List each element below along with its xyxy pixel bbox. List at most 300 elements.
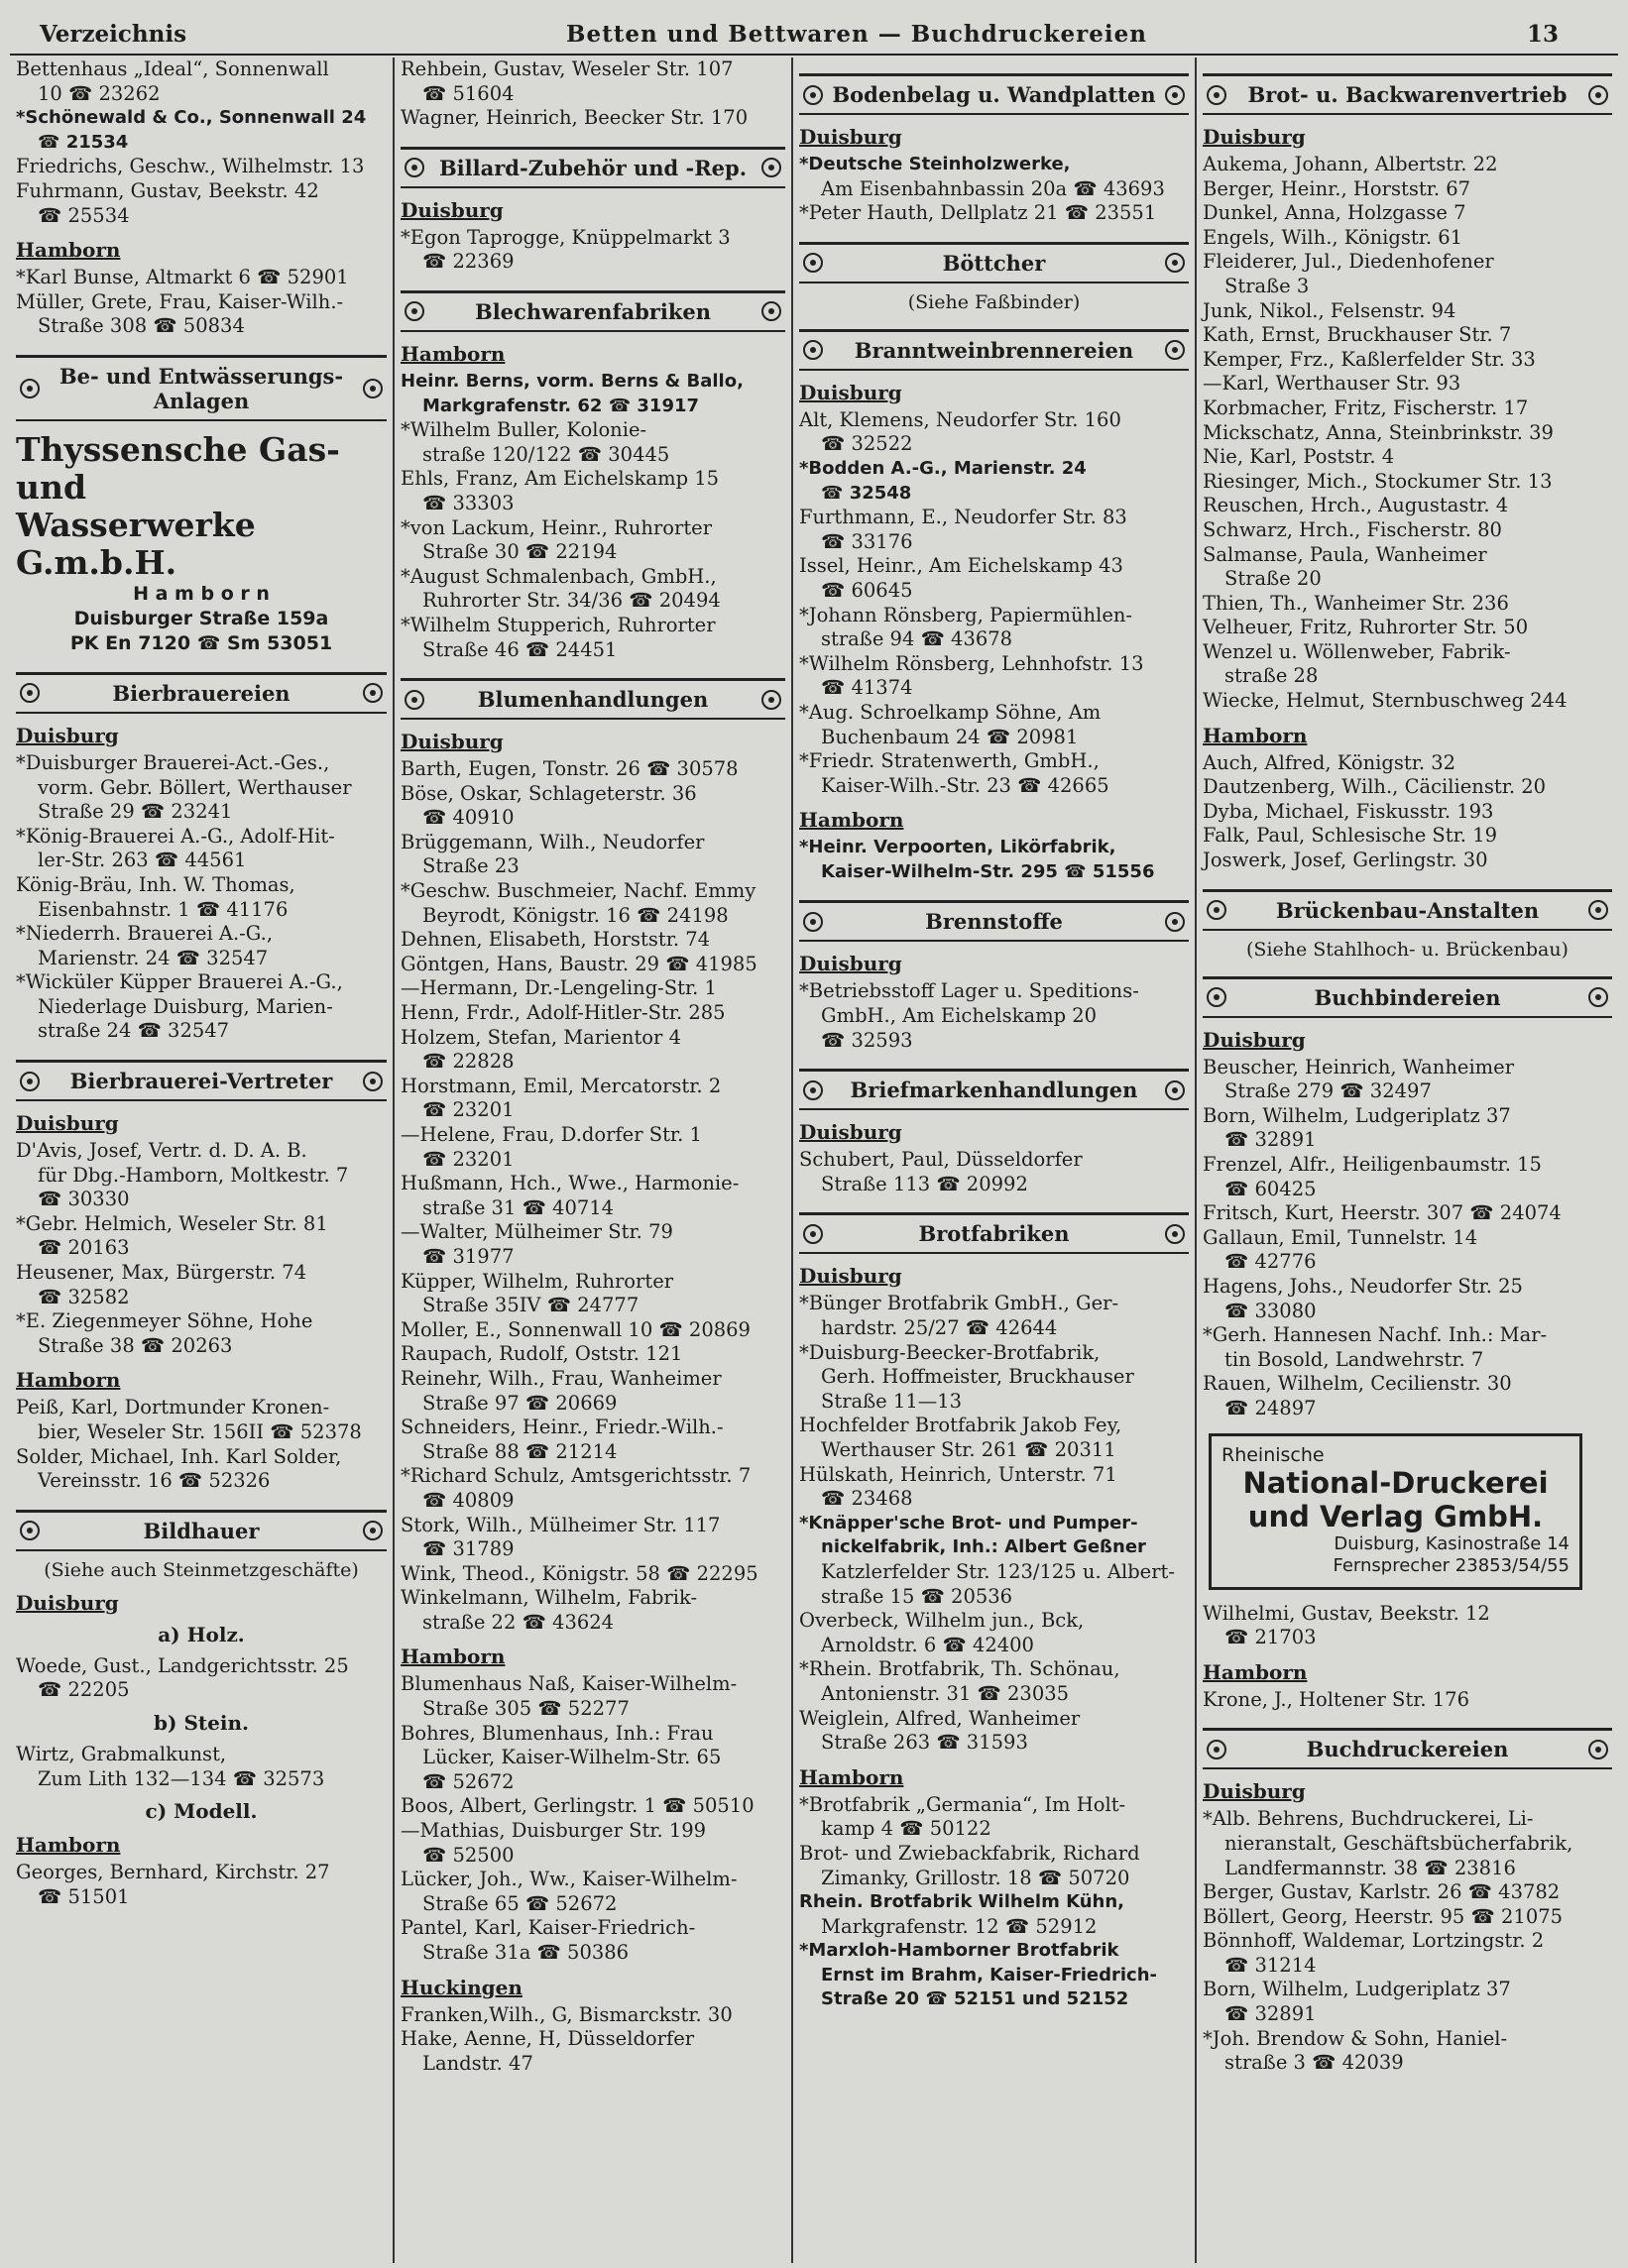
entry-line: *Duisburger Brauerei-Act.-Ges., xyxy=(16,750,330,774)
entry-line: *Karl Bunse, Altmarkt 6 ☎ 52901 xyxy=(16,266,349,289)
section-title-line: Branntweinbrennereien xyxy=(854,337,1134,363)
directory-entry xyxy=(401,976,785,1001)
section-title xyxy=(823,1221,1165,1246)
section-title-line: Buchbindereien xyxy=(1314,984,1501,1010)
entry-line: ☎ 30330 xyxy=(38,1188,130,1211)
bullet-ornament-icon xyxy=(1588,987,1608,1007)
entry-line: Pantel, Karl, Kaiser-Friedrich- xyxy=(401,1916,696,1940)
entry-line: Solder, Michael, Inh. Karl Solder, xyxy=(16,1444,342,1468)
entry-line: Straße 38 ☎ 20263 xyxy=(38,1333,233,1357)
directory-entry xyxy=(1203,689,1612,714)
section-title-line: Briefmarkenhandlungen xyxy=(850,1077,1138,1103)
city-heading: Duisburg xyxy=(401,730,504,754)
entry-line: Alt, Klemens, Neudorfer Str. 160 xyxy=(799,407,1121,431)
entry-line: Schneiders, Heinr., Friedr.-Wilh.- xyxy=(401,1416,724,1439)
entry-line: Antonienstr. 31 ☎ 23035 xyxy=(821,1681,1070,1705)
entry-line: *Gerh. Hannesen Nachf. Inh.: Mar- xyxy=(1203,1323,1548,1347)
entry-line: ☎ 23468 xyxy=(821,1487,913,1511)
entry-line: Gallaun, Emil, Tunnelstr. 14 xyxy=(1203,1225,1478,1249)
directory-entry xyxy=(1203,1275,1612,1323)
directory-entry xyxy=(1203,1201,1612,1226)
entry-line: straße 3 ☎ 42039 xyxy=(1224,2051,1404,2075)
entry-line: Hagens, Johs., Neudorfer Str. 25 xyxy=(1203,1274,1523,1298)
entry-line: Gerh. Hoffmeister, Bruckhauser xyxy=(821,1365,1134,1389)
entry-line: ☎ 32522 xyxy=(821,432,913,456)
directory-entry xyxy=(799,1414,1189,1462)
entry-line: Zimanky, Grillostr. 18 ☎ 50720 xyxy=(821,1866,1130,1889)
section-heading xyxy=(799,73,1189,115)
section-title xyxy=(823,909,1165,934)
directory-entry xyxy=(1203,1978,1612,2026)
entry-line: *Alb. Behrens, Buchdruckerei, Li- xyxy=(1203,1807,1534,1831)
directory-entry xyxy=(401,1916,785,1965)
entry-line: ☎ 22369 xyxy=(422,250,515,274)
directory-entry xyxy=(401,1318,785,1343)
city-heading: Hamborn xyxy=(401,341,506,366)
entry-line: Arnoldstr. 6 ☎ 42400 xyxy=(821,1633,1034,1656)
entry-line: *Wicküler Küpper Brauerei A.-G., xyxy=(16,970,343,994)
section-heading xyxy=(799,900,1189,942)
entry-line: Niederlage Duisburg, Marien- xyxy=(38,994,333,1018)
directory-entry xyxy=(1203,2027,1612,2076)
bullet-ornament-icon xyxy=(803,912,823,932)
bullet-ornament-icon xyxy=(761,158,781,177)
entry-line: Weiglein, Alfred, Wanheimer xyxy=(799,1706,1081,1730)
entry-line: *Brotfabrik „Germania“, Im Holt- xyxy=(799,1792,1126,1816)
directory-entry xyxy=(16,873,387,922)
section-title-line: Brot- u. Backwarenvertrieb xyxy=(1247,82,1568,107)
directory-entry xyxy=(401,1794,785,1819)
entry-line: Wink, Theod., Königstr. 58 ☎ 22295 xyxy=(401,1561,758,1585)
section-title xyxy=(40,1069,363,1093)
entry-line: Wilhelmi, Gustav, Beekstr. 12 xyxy=(1203,1601,1490,1625)
entry-line: hardstr. 25/27 ☎ 42644 xyxy=(821,1316,1058,1340)
entry-line: Straße 46 ☎ 24451 xyxy=(422,637,618,661)
entry-line: ☎ 32891 xyxy=(1224,2002,1317,2026)
bullet-ornament-icon xyxy=(1207,900,1226,920)
entry-line: *von Lackum, Heinr., Ruhrorter xyxy=(401,515,713,539)
entry-line: *Rhein. Brotfabrik, Th. Schönau, xyxy=(799,1657,1120,1681)
entry-line: Peiß, Karl, Dortmunder Kronen- xyxy=(16,1396,330,1419)
entry-line: ☎ 33176 xyxy=(821,529,913,553)
entry-line: ☎ 41374 xyxy=(821,676,913,700)
city-heading: Duisburg xyxy=(799,1264,902,1289)
directory-entry xyxy=(401,614,785,662)
directory-entry xyxy=(1203,592,1612,617)
entry-line: Reuschen, Hrch., Augustastr. 4 xyxy=(1203,494,1509,517)
city-heading: Hamborn xyxy=(1203,723,1308,747)
entry-line: Schubert, Paul, Düsseldorfer xyxy=(799,1148,1083,1172)
bullet-ornament-icon xyxy=(20,1072,40,1091)
entry-line: Fuhrmann, Gustav, Beekstr. 42 xyxy=(16,178,319,202)
entry-line: *E. Ziegenmeyer Söhne, Hohe xyxy=(16,1309,313,1333)
section-title-line: Bodenbelag u. Wandplatten xyxy=(832,82,1156,107)
entry-line: straße 28 xyxy=(1224,664,1319,688)
entry-line: *Bünger Brotfabrik GmbH., Ger- xyxy=(799,1292,1119,1315)
page-header xyxy=(10,14,1618,56)
column-1 xyxy=(10,57,395,2263)
entry-line: Winkelmann, Wilhelm, Fabrik- xyxy=(401,1586,698,1610)
directory-entry xyxy=(401,1562,785,1587)
section-heading xyxy=(401,290,785,332)
bullet-ornament-icon xyxy=(803,85,823,105)
section-heading xyxy=(16,355,387,421)
entry-line: *Friedr. Stratenwerth, GmbH., xyxy=(799,749,1100,773)
subcategory-heading: c) Modell. xyxy=(145,1799,258,1824)
bullet-ornament-icon xyxy=(1207,85,1226,105)
columns xyxy=(10,57,1618,2263)
directory-entry xyxy=(401,57,785,106)
entry-line: Dehnen, Elisabeth, Horststr. 74 xyxy=(401,928,711,952)
bullet-ornament-icon xyxy=(1207,1740,1226,1759)
directory-entry xyxy=(401,565,785,614)
directory-entry xyxy=(799,457,1189,506)
directory-entry xyxy=(1203,1153,1612,1201)
section-heading xyxy=(799,329,1189,371)
section-title-line: Anlagen xyxy=(153,388,250,413)
directory-entry xyxy=(16,155,387,179)
city-heading: Duisburg xyxy=(799,380,902,404)
entry-line: Dyba, Michael, Fiskusstr. 193 xyxy=(1203,799,1494,823)
city-heading: Hamborn xyxy=(1203,1659,1308,1684)
directory-entry xyxy=(799,1148,1189,1196)
directory-entry xyxy=(1203,299,1612,324)
directory-entry xyxy=(1203,1104,1612,1153)
city-heading: Hamborn xyxy=(799,808,904,833)
directory-entry xyxy=(1203,1929,1612,1978)
directory-entry xyxy=(1203,372,1612,397)
entry-line: Mickschatz, Anna, Steinbrinkstr. 39 xyxy=(1203,420,1554,444)
section-title-line: Brückenbau-Anstalten xyxy=(1275,897,1540,923)
bullet-ornament-icon xyxy=(1588,85,1608,105)
entry-line: *Wilhelm Stupperich, Ruhrorter xyxy=(401,613,716,636)
entry-line: Straße 97 ☎ 20669 xyxy=(422,1391,618,1415)
entry-line: Heusener, Max, Bürgerstr. 74 xyxy=(16,1261,307,1285)
section-heading xyxy=(799,242,1189,284)
directory-entry xyxy=(401,831,785,879)
section-heading xyxy=(401,147,785,188)
entry-line: Beyrodt, Königstr. 16 ☎ 24198 xyxy=(422,903,729,927)
entry-line: straße 120/122 ☎ 30445 xyxy=(422,442,670,466)
entry-line: ☎ 40809 xyxy=(422,1488,515,1512)
entry-line: *Johann Rönsberg, Papiermühlen- xyxy=(799,603,1133,626)
entry-line: 10 ☎ 23262 xyxy=(38,81,161,105)
entry-line: straße 15 ☎ 20536 xyxy=(821,1584,1013,1608)
entry-line: ☎ 60645 xyxy=(821,578,913,602)
section-title-line: Be- und Entwässerungs- xyxy=(58,363,344,389)
directory-entry xyxy=(1203,177,1612,202)
entry-line: —Walter, Mülheimer Str. 79 xyxy=(401,1220,673,1244)
entry-line: Thien, Th., Wanheimer Str. 236 xyxy=(1203,591,1509,615)
directory-entry xyxy=(16,825,387,873)
entry-line: Straße 279 ☎ 32497 xyxy=(1224,1079,1432,1103)
directory-entry xyxy=(401,1123,785,1172)
directory-entry xyxy=(401,953,785,977)
directory-entry xyxy=(401,1026,785,1075)
directory-entry xyxy=(799,604,1189,652)
directory-entry xyxy=(401,1672,785,1721)
entry-line: Straße 305 ☎ 52277 xyxy=(422,1697,630,1721)
entry-line: ☎ 21534 xyxy=(38,131,129,153)
thyssen-advertisement xyxy=(16,431,387,656)
entry-line: König-Bräu, Inh. W. Thomas, xyxy=(16,872,295,896)
entry-line: *Gebr. Helmich, Weseler Str. 81 xyxy=(16,1211,328,1235)
section-heading xyxy=(1203,889,1612,931)
entry-line: Friedrichs, Geschw., Wilhelmstr. 13 xyxy=(16,155,365,178)
directory-entry xyxy=(16,57,387,106)
entry-line: Moller, E., Sonnenwall 10 ☎ 20869 xyxy=(401,1317,751,1341)
section-heading xyxy=(16,1510,387,1551)
column-3 xyxy=(793,57,1197,2263)
entry-line: vorm. Gebr. Böllert, Werthauser xyxy=(38,775,352,799)
directory-entry xyxy=(1203,775,1612,800)
directory-entry xyxy=(401,1075,785,1123)
entry-line: für Dbg.-Hamborn, Moltkestr. 7 xyxy=(38,1163,349,1187)
entry-line: ☎ 22828 xyxy=(422,1050,515,1074)
directory-entry xyxy=(401,516,785,565)
directory-entry xyxy=(401,1342,785,1367)
entry-line: ☎ 52500 xyxy=(422,1843,515,1867)
directory-entry xyxy=(799,1512,1189,1560)
entry-line: Georges, Bernhard, Kirchstr. 27 xyxy=(16,1861,330,1884)
entry-line: Fleiderer, Jul., Diedenhofener xyxy=(1203,250,1494,274)
entry-line: ☎ 31977 xyxy=(422,1244,515,1268)
section-heading xyxy=(1203,976,1612,1018)
entry-line: Straße 29 ☎ 23241 xyxy=(38,800,233,824)
city-heading: Hamborn xyxy=(16,1833,121,1858)
entry-line: Straße 23 xyxy=(422,854,520,878)
section-title xyxy=(40,1519,363,1543)
directory-entry xyxy=(1203,518,1612,543)
section-title xyxy=(823,338,1165,363)
bullet-ornament-icon xyxy=(803,1224,823,1244)
header-left: Verzeichnis xyxy=(40,20,187,48)
directory-entry xyxy=(16,1861,387,1909)
directory-entry xyxy=(799,153,1189,177)
entry-line: Hake, Aenne, H, Düsseldorfer xyxy=(401,2027,695,2051)
entry-line: Salmanse, Paula, Wanheimer xyxy=(1203,542,1487,566)
entry-line: *Geschw. Buschmeier, Nachf. Emmy xyxy=(401,879,756,903)
entry-line: Landstr. 47 xyxy=(422,2051,533,2075)
entry-line: *Deutsche Steinholzwerke, xyxy=(799,154,1071,174)
bullet-ornament-icon xyxy=(803,340,823,360)
directory-entry xyxy=(1203,348,1612,373)
section-title xyxy=(424,156,761,180)
ad-prefix: Rheinische xyxy=(1221,1443,1325,1466)
national-druckerei-advertisement xyxy=(1209,1433,1582,1590)
city-heading: Duisburg xyxy=(799,952,902,976)
directory-entry xyxy=(1203,153,1612,177)
entry-line: Kath, Ernst, Bruckhauser Str. 7 xyxy=(1203,323,1512,347)
entry-line: kamp 4 ☎ 50122 xyxy=(821,1817,991,1841)
entry-line: Auch, Alfred, Königstr. 32 xyxy=(1203,750,1456,774)
directory-entry xyxy=(16,179,387,228)
entry-line: Stork, Wilh., Mülheimer Str. 117 xyxy=(401,1513,721,1536)
directory-entry xyxy=(401,1001,785,1026)
entry-line: *Richard Schulz, Amtsgerichtsstr. 7 xyxy=(401,1464,752,1488)
entry-line: Ehls, Franz, Am Eichelskamp 15 xyxy=(401,467,720,491)
city-heading: Hamborn xyxy=(16,238,121,263)
entry-line: Born, Wilhelm, Ludgeriplatz 37 xyxy=(1203,1978,1511,2001)
entry-line: Wenzel u. Wöllenweber, Fabrik- xyxy=(1203,639,1511,663)
directory-entry xyxy=(16,1445,387,1494)
entry-line: Bettenhaus „Ideal“, Sonnenwall xyxy=(16,57,329,80)
bullet-ornament-icon xyxy=(1165,1080,1185,1100)
section-title-line: Bierbrauerei-Vertreter xyxy=(69,1069,333,1094)
ad-phone: Fernsprecher 23853/54/55 xyxy=(1333,1554,1570,1576)
directory-entry xyxy=(799,201,1189,226)
ad-phone: PK En 7120 ☎ Sm 53051 xyxy=(69,631,333,654)
entry-line: ☎ 40910 xyxy=(422,806,515,830)
entry-line: Ernst im Brahm, Kaiser-Friedrich- xyxy=(821,1964,1158,1985)
entry-line: ☎ 31214 xyxy=(1224,1953,1317,1977)
ad-street: Duisburger Straße 159a xyxy=(73,607,329,629)
bullet-ornament-icon xyxy=(761,301,781,321)
directory-entry xyxy=(1203,1226,1612,1275)
entry-line: ☎ 23201 xyxy=(422,1147,515,1171)
directory-entry xyxy=(799,1939,1189,2012)
entry-line: Heinr. Berns, vorm. Berns & Ballo, xyxy=(401,370,744,392)
entry-line: ☎ 42776 xyxy=(1224,1250,1317,1274)
directory-entry xyxy=(799,1560,1189,1609)
entry-line: Straße 30 ☎ 22194 xyxy=(422,540,618,564)
bullet-ornament-icon xyxy=(1588,1740,1608,1759)
entry-line: Rehbein, Gustav, Weseler Str. 107 xyxy=(401,57,734,80)
directory-entry xyxy=(401,879,785,928)
entry-line: Straße 35IV ☎ 24777 xyxy=(422,1294,640,1317)
entry-line: Woede, Gust., Landgerichtsstr. 25 xyxy=(16,1653,349,1677)
entry-line: Küpper, Wilhelm, Ruhrorter xyxy=(401,1269,674,1293)
entry-line: Blumenhaus Naß, Kaiser-Wilhelm- xyxy=(401,1672,738,1696)
entry-line: Overbeck, Wilhelm jun., Bck, xyxy=(799,1609,1085,1633)
entry-line: Straße 113 ☎ 20992 xyxy=(821,1172,1028,1195)
city-heading: Hamborn xyxy=(799,1764,904,1789)
directory-entry xyxy=(799,1341,1189,1415)
city-heading: Hamborn xyxy=(16,1368,121,1393)
directory-entry xyxy=(799,1463,1189,1512)
directory-entry xyxy=(401,106,785,131)
directory-entry xyxy=(1203,250,1612,298)
section-title-line: Bildhauer xyxy=(143,1518,260,1543)
ad-company-name: National-Druckerei xyxy=(1242,1465,1549,1500)
bullet-ornament-icon xyxy=(405,301,424,321)
bullet-ornament-icon xyxy=(761,690,781,710)
entry-line: —Hermann, Dr.-Lengeling-Str. 1 xyxy=(401,976,717,1000)
bullet-ornament-icon xyxy=(363,379,383,398)
section-title xyxy=(1226,985,1588,1010)
directory-entry xyxy=(799,836,1189,884)
directory-entry xyxy=(1203,1807,1612,1880)
city-heading: Duisburg xyxy=(799,1120,902,1145)
entry-line: Engels, Wilh., Königstr. 61 xyxy=(1203,225,1463,249)
entry-line: Furthmann, E., Neudorfer Str. 83 xyxy=(799,506,1127,529)
directory-entry xyxy=(799,408,1189,457)
entry-line: Landfermannstr. 38 ☎ 23816 xyxy=(1224,1856,1516,1879)
directory-entry xyxy=(1203,1323,1612,1372)
directory-entry xyxy=(401,1586,785,1635)
bullet-ornament-icon xyxy=(363,683,383,703)
section-title-line: Brotfabriken xyxy=(918,1221,1070,1247)
entry-line: Frenzel, Alfr., Heiligenbaumstr. 15 xyxy=(1203,1153,1542,1176)
entry-line: Bohres, Blumenhaus, Inh.: Frau xyxy=(401,1721,714,1745)
directory-entry xyxy=(401,226,785,275)
section-title xyxy=(823,251,1165,276)
directory-entry xyxy=(1203,1688,1612,1713)
section-title xyxy=(823,1077,1165,1102)
entry-line: —Helene, Frau, D.dorfer Str. 1 xyxy=(401,1123,702,1146)
entry-line: ☎ 52672 xyxy=(422,1769,515,1793)
entry-line: Riesinger, Mich., Stockumer Str. 13 xyxy=(1203,469,1553,493)
directory-entry xyxy=(401,782,785,831)
entry-line: Korbmacher, Fritz, Fischerstr. 17 xyxy=(1203,396,1529,419)
entry-line: ☎ 32548 xyxy=(821,482,912,504)
entry-line: Straße 20 ☎ 52151 und 52152 xyxy=(821,1988,1129,2010)
city-heading: Duisburg xyxy=(16,723,119,747)
city-heading: Hamborn xyxy=(401,1644,506,1669)
section-heading xyxy=(799,1069,1189,1110)
entry-line: Göntgen, Hans, Baustr. 29 ☎ 41985 xyxy=(401,952,757,975)
city-heading: Huckingen xyxy=(401,1975,523,1999)
directory-entry xyxy=(1203,323,1612,348)
section-title-line: Billard-Zubehör und -Rep. xyxy=(438,155,748,180)
entry-line: Hülskath, Heinrich, Unterstr. 71 xyxy=(799,1462,1117,1486)
entry-line: Straße 3 xyxy=(1224,274,1310,297)
directory-entry xyxy=(401,2027,785,2076)
directory-entry xyxy=(16,1212,387,1261)
directory-entry xyxy=(1203,201,1612,226)
entry-line: *Betriebsstoff Lager u. Speditions- xyxy=(799,979,1139,1003)
directory-entry xyxy=(799,1609,1189,1657)
cross-reference-note: (Siehe auch Steinmetzgeschäfte) xyxy=(44,1558,359,1581)
section-title xyxy=(40,364,363,413)
directory-entry xyxy=(401,1220,785,1269)
city-heading: Duisburg xyxy=(1203,1779,1306,1804)
directory-entry xyxy=(1203,226,1612,251)
directory-entry xyxy=(401,418,785,467)
directory-entry xyxy=(1203,1372,1612,1420)
entry-line: ler-Str. 263 ☎ 44561 xyxy=(38,849,247,872)
directory-entry xyxy=(401,1722,785,1795)
entry-line: Lücker, Kaiser-Wilhelm-Str. 65 xyxy=(422,1746,722,1769)
entry-line: Berger, Heinr., Horststr. 67 xyxy=(1203,176,1471,200)
directory-entry xyxy=(401,1819,785,1868)
entry-line: ☎ 33303 xyxy=(422,491,515,514)
section-heading xyxy=(16,1060,387,1101)
bullet-ornament-icon xyxy=(405,690,424,710)
city-heading: Duisburg xyxy=(1203,1027,1306,1052)
directory-entry xyxy=(1203,640,1612,689)
directory-entry xyxy=(799,701,1189,749)
entry-line: nieranstalt, Geschäftsbücherfabrik, xyxy=(1224,1831,1573,1855)
entry-line: Berger, Gustav, Karlstr. 26 ☎ 43782 xyxy=(1203,1880,1561,1904)
entry-line: —Mathias, Duisburger Str. 199 xyxy=(401,1819,707,1843)
entry-line: Reinehr, Wilh., Frau, Wanheimer xyxy=(401,1366,722,1390)
entry-line: straße 24 ☎ 32547 xyxy=(38,1019,230,1043)
section-title-line: Blumenhandlungen xyxy=(477,687,709,713)
directory-entry xyxy=(401,1416,785,1464)
entry-line: ☎ 20163 xyxy=(38,1236,130,1260)
entry-line: *Niederrh. Brauerei A.-G., xyxy=(16,922,274,946)
entry-line: Straße 31a ☎ 50386 xyxy=(422,1941,630,1964)
entry-line: *Knäpper'sche Brot- und Pumper- xyxy=(799,1512,1138,1533)
entry-line: GmbH., Am Eichelskamp 20 xyxy=(821,1004,1098,1028)
bullet-ornament-icon xyxy=(1165,85,1185,105)
entry-line: Krone, J., Holtener Str. 176 xyxy=(1203,1687,1469,1711)
entry-line: ☎ 21703 xyxy=(1224,1626,1317,1649)
city-heading: Duisburg xyxy=(799,125,902,149)
directory-entry xyxy=(401,370,785,418)
directory-entry xyxy=(1203,1905,1612,1930)
